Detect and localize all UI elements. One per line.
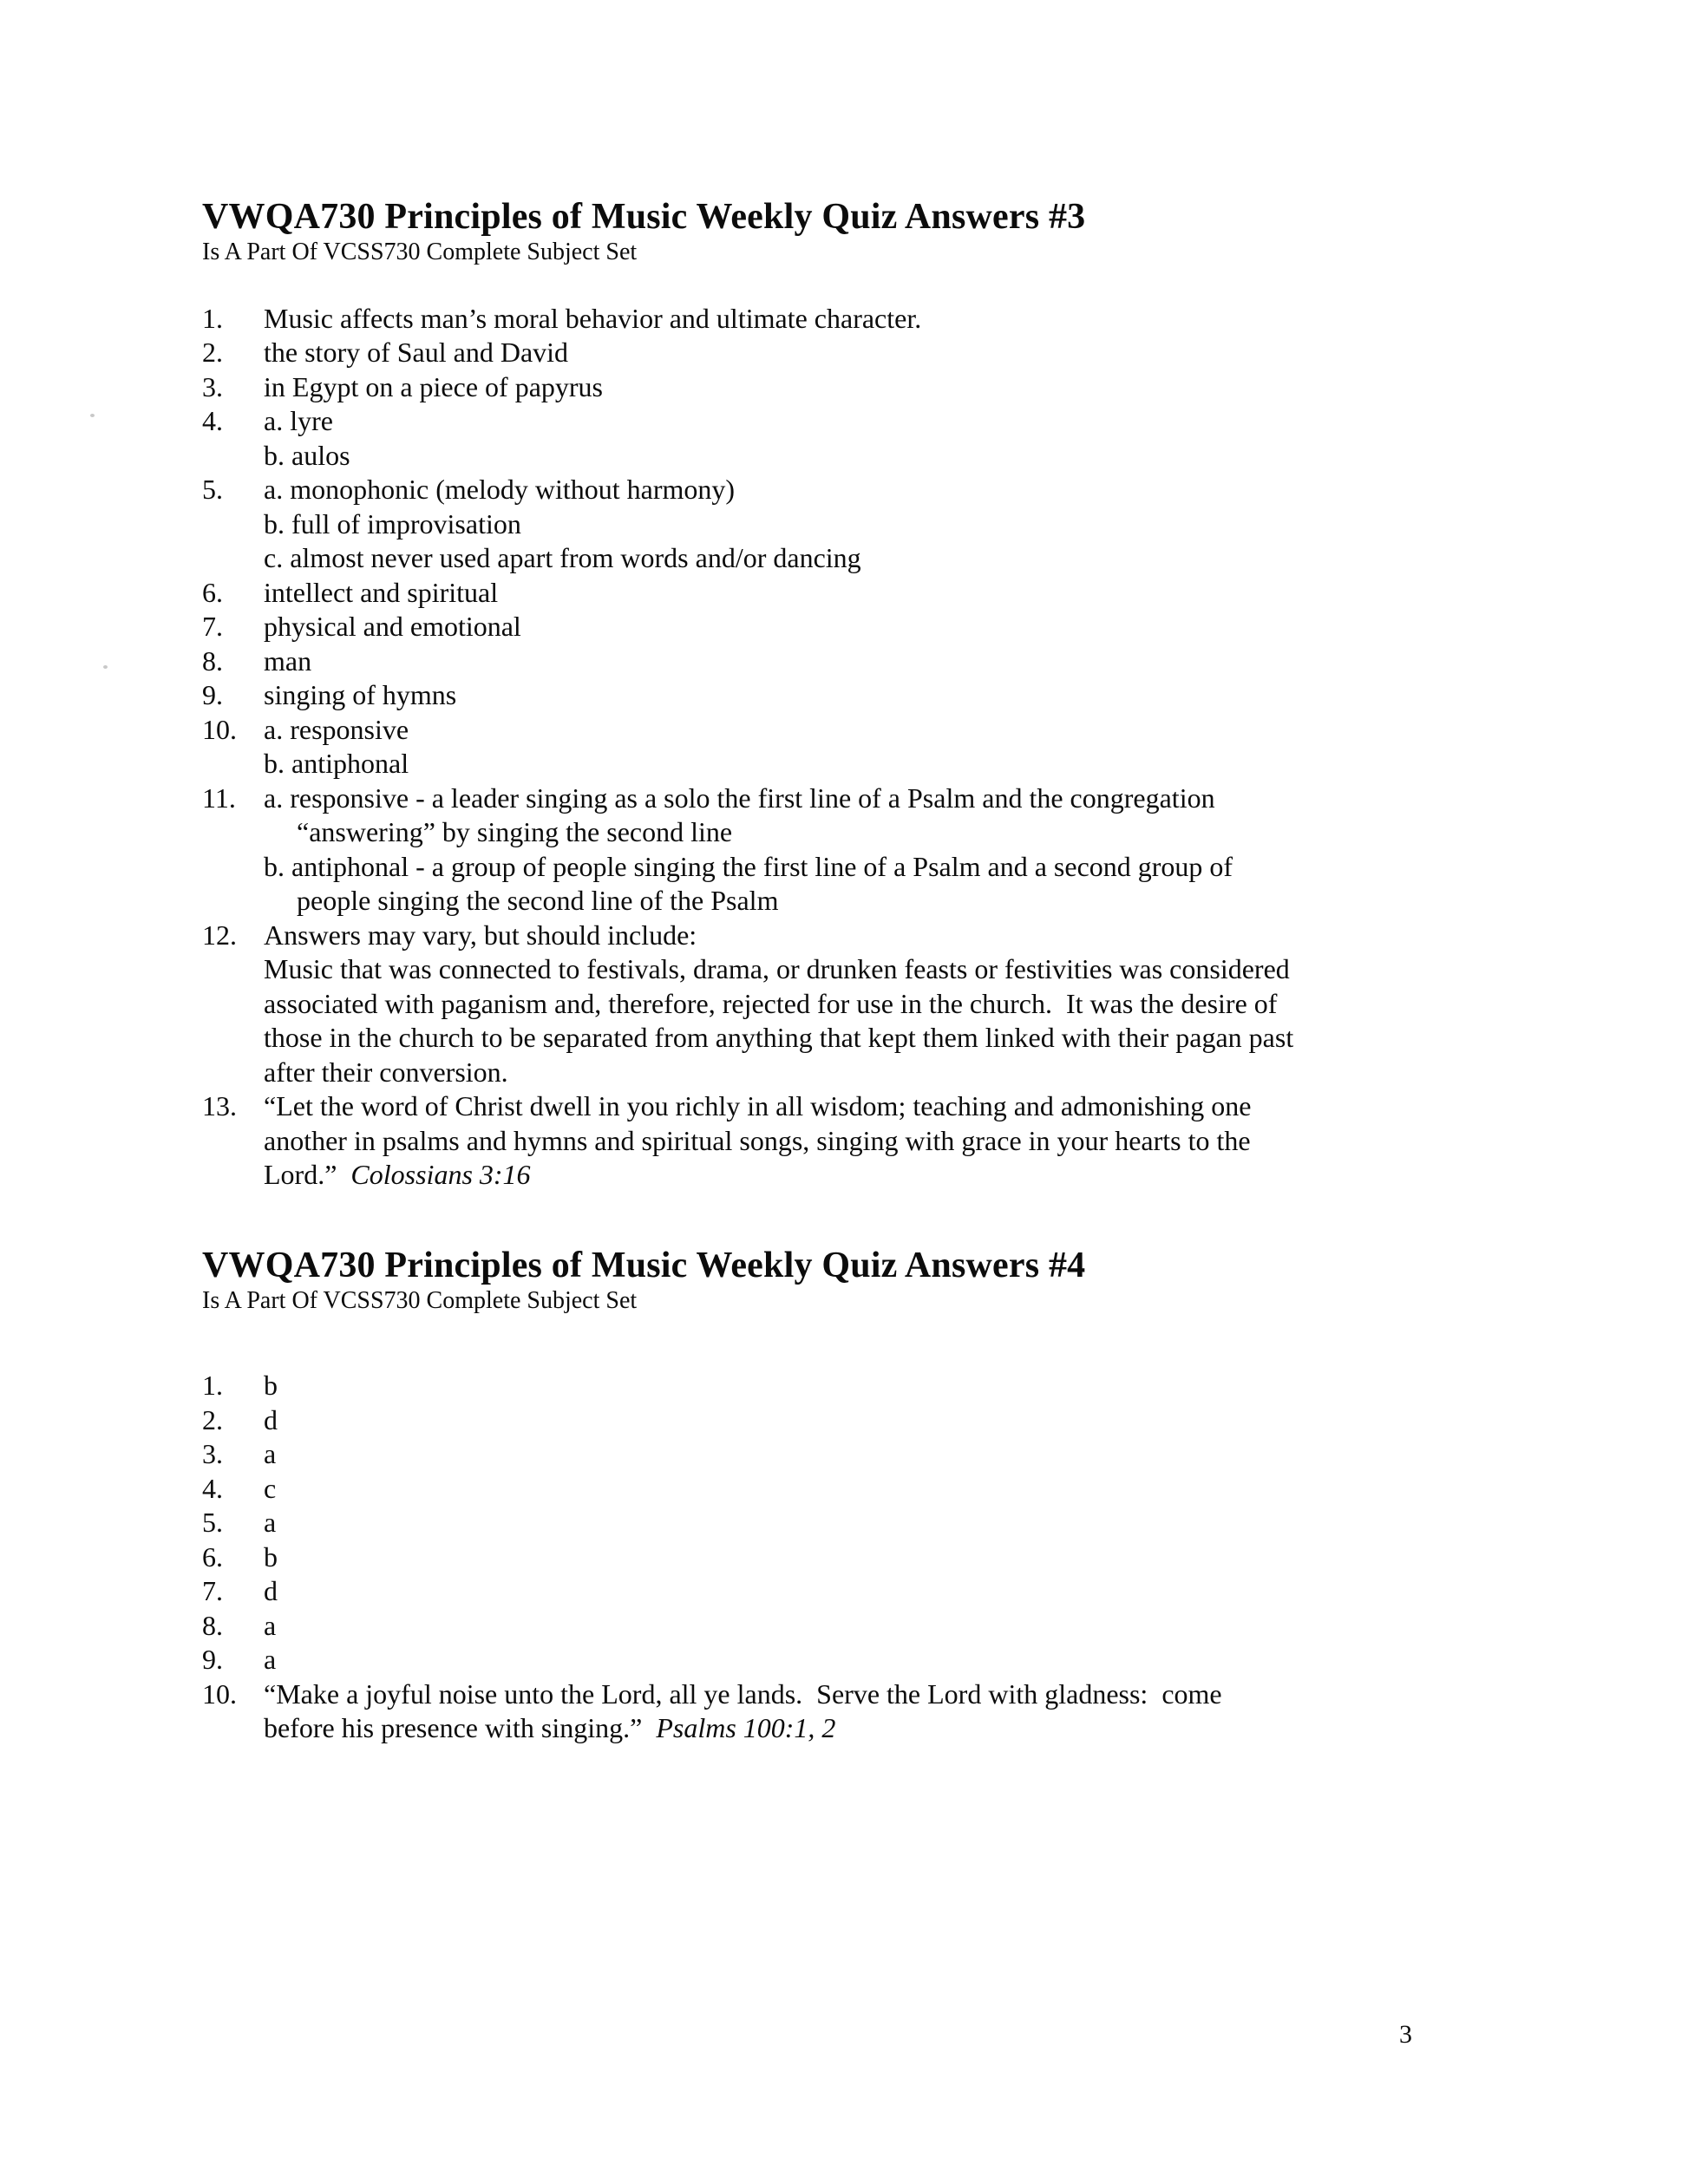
item-line: b — [264, 1540, 278, 1573]
list-item — [202, 370, 1499, 405]
item-line: a — [264, 1438, 277, 1470]
item-line: another in psalms and hymns and spiritual songs, singing with grace in your hearts to the — [264, 1124, 1251, 1156]
item-line: “Make a joyful noise unto the Lord, all ye lands. Serve the Lord with gladness: come — [264, 1677, 1222, 1710]
item-line: b. full of improvisation — [264, 507, 521, 539]
item-content — [264, 1609, 1499, 1644]
item-content — [264, 1403, 1499, 1438]
item-line: d — [264, 1575, 278, 1607]
item-number: 8. — [202, 1609, 223, 1641]
item-line: those in the church to be separated from anything that kept them linked with their pagan past — [264, 1022, 1294, 1054]
item-line: singing of hymns — [264, 679, 457, 711]
item-content — [264, 404, 1499, 473]
item-line: b. antiphonal — [264, 748, 409, 780]
item-content — [264, 1089, 1499, 1193]
list-item — [202, 678, 1499, 713]
item-line: intellect and spiritual — [264, 576, 499, 608]
item-number: 1. — [202, 302, 223, 334]
quiz-section — [202, 198, 1499, 1193]
item-line: before his presence with singing.” Psalms 100:1, 2 — [264, 1712, 836, 1744]
item-number: 1. — [202, 1370, 223, 1402]
item-line: associated with paganism and, therefore, rejected for use in the church. It was the desire of — [264, 987, 1278, 1019]
item-line: Lord.” Colossians 3:16 — [264, 1159, 531, 1191]
item-content — [264, 919, 1499, 1090]
item-content — [264, 1437, 1499, 1472]
list-item — [202, 1369, 1499, 1403]
item-number: 4. — [202, 405, 223, 437]
item-line: d — [264, 1403, 278, 1435]
scripture-citation: Psalms 100:1, 2 — [656, 1712, 836, 1744]
item-number: 2. — [202, 337, 223, 369]
item-content — [264, 473, 1499, 576]
section-subtitle: Is A Part Of VCSS730 Complete Subject Set — [202, 239, 638, 266]
list-item — [202, 1540, 1499, 1575]
item-content — [264, 713, 1499, 781]
item-number: 2. — [202, 1403, 223, 1435]
item-number: 8. — [202, 644, 223, 677]
item-line: a — [264, 1609, 277, 1641]
item-number: 6. — [202, 1540, 223, 1573]
item-line: Music that was connected to festivals, drama, or drunken feasts or festivities was considered — [264, 953, 1290, 985]
item-number: 10. — [202, 1677, 237, 1710]
item-content — [264, 1643, 1499, 1677]
list-item — [202, 1089, 1499, 1193]
item-content — [264, 576, 1499, 611]
item-number: 10. — [202, 713, 237, 745]
item-number: 5. — [202, 1507, 223, 1539]
item-line: the story of Saul and David — [264, 337, 569, 369]
list-item — [202, 781, 1499, 919]
item-content — [264, 302, 1499, 337]
item-line: a. lyre — [264, 405, 333, 437]
scan-artifact — [90, 414, 95, 417]
item-line: c. almost never used apart from words and/or dancing — [264, 542, 861, 574]
item-line: Answers may vary, but should include: — [264, 919, 697, 951]
list-item — [202, 404, 1499, 473]
item-content — [264, 644, 1499, 679]
answer-list — [202, 302, 1499, 1193]
list-item — [202, 336, 1499, 370]
page-number: 3 — [1399, 2020, 1412, 2049]
item-content — [264, 1677, 1499, 1746]
item-line: man — [264, 644, 312, 677]
item-content — [264, 678, 1499, 713]
item-number: 9. — [202, 1644, 223, 1676]
list-item — [202, 919, 1499, 1090]
item-number: 11. — [202, 781, 236, 814]
list-item — [202, 1472, 1499, 1507]
item-number: 7. — [202, 1575, 223, 1607]
item-number: 7. — [202, 611, 223, 643]
item-content — [264, 336, 1499, 370]
list-item — [202, 610, 1499, 644]
item-line: a. responsive - a leader singing as a solo the first line of a Psalm and the congregation — [264, 781, 1215, 814]
list-item — [202, 713, 1499, 781]
item-number: 12. — [202, 919, 237, 951]
item-line: “Let the word of Christ dwell in you richly in all wisdom; teaching and admonishing one — [264, 1090, 1252, 1122]
item-number: 3. — [202, 370, 223, 402]
item-line: “answering” by singing the second line — [297, 816, 733, 848]
item-line: b. antiphonal - a group of people singing the first line of a Psalm and a second group of — [264, 850, 1233, 882]
list-item — [202, 473, 1499, 576]
item-line: physical and emotional — [264, 611, 521, 643]
section-title: VWQA730 Principles of Music Weekly Quiz Answers #4 — [202, 1245, 1086, 1285]
list-item — [202, 1506, 1499, 1540]
item-number: 9. — [202, 679, 223, 711]
item-content — [264, 370, 1499, 405]
list-item — [202, 1574, 1499, 1609]
item-line: a — [264, 1507, 277, 1539]
item-line: a — [264, 1644, 277, 1676]
list-item — [202, 1403, 1499, 1438]
item-line: c — [264, 1472, 277, 1504]
list-item — [202, 1437, 1499, 1472]
item-content — [264, 781, 1499, 919]
item-line: a. monophonic (melody without harmony) — [264, 474, 736, 506]
item-number: 4. — [202, 1472, 223, 1504]
item-line: Music affects man’s moral behavior and ultimate character. — [264, 302, 922, 334]
item-content — [264, 1369, 1499, 1403]
section-title: VWQA730 Principles of Music Weekly Quiz Answers #3 — [202, 197, 1086, 237]
item-content — [264, 1506, 1499, 1540]
item-line: b — [264, 1370, 278, 1402]
item-number: 13. — [202, 1090, 237, 1122]
item-line: a. responsive — [264, 713, 409, 745]
scan-artifact — [103, 665, 108, 669]
item-number: 6. — [202, 576, 223, 608]
item-content — [264, 1472, 1499, 1507]
item-line: in Egypt on a piece of papyrus — [264, 370, 603, 402]
item-content — [264, 1574, 1499, 1609]
item-line: after their conversion. — [264, 1056, 508, 1088]
list-item — [202, 1643, 1499, 1677]
item-line: people singing the second line of the Psalm — [297, 885, 779, 917]
list-item — [202, 1677, 1499, 1746]
quiz-section — [202, 1246, 1499, 1746]
item-content — [264, 610, 1499, 644]
answer-list — [202, 1369, 1499, 1746]
item-content — [264, 1540, 1499, 1575]
list-item — [202, 302, 1499, 337]
list-item — [202, 644, 1499, 679]
scripture-citation: Colossians 3:16 — [350, 1159, 531, 1191]
item-line: b. aulos — [264, 439, 350, 471]
item-number: 3. — [202, 1438, 223, 1470]
list-item — [202, 1609, 1499, 1644]
item-number: 5. — [202, 474, 223, 506]
document-body — [202, 198, 1499, 1746]
section-subtitle: Is A Part Of VCSS730 Complete Subject Set — [202, 1286, 638, 1314]
list-item — [202, 576, 1499, 611]
